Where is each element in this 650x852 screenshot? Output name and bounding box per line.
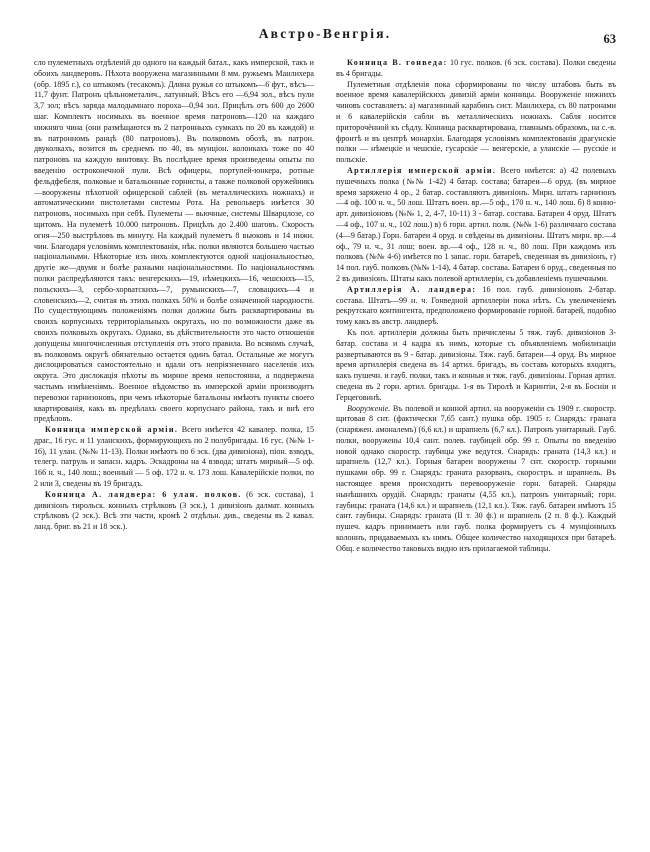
section-conница-honved — [336, 58, 616, 80]
section-heading: Конница В. гонведа: — [347, 58, 448, 67]
section-body: Въ полевой и конной артил. на вооруженіи съ 1909 г. скоростр. щитовая 8 снт. (фактически 7,65 сант.) пушка обр. 1905 г. Снарядъ: граната (снаряжен. амоналемъ) (6,6 кл.) и шрапнель (6,7 кл.). Патронъ унитарный. Гауб. полки, вооружены 10,4 сант. полев. гаубицей обр. 99 г. Опыты по введенію новой однако скоростр. гаубицы уже ведутся. Снарядъ: граната (14,3 кл.) и шрапнель (12,7 кл.). Горныя батареи вооружены 7 снт. скоростр. горными пушками обр. 99 г. Снарядъ: граната разорванъ, скоростръ. и шрапнель. Въ настоящее время происходитъ перевооруженіе горн. батарей. Снаряды нынѣшнихъ орудій. Снарядъ: гранаты (4,55 кл.), патронъ унитарный; горн. гаубицы: граната (14,6 кл.) и шрапнель (12,1 кл.). Тяж. гауб. батареи имѣютъ 15 сант. гаубицы. Снарядъ: граната (II т. 30 ф.) и шрапнель (2 п. 8 ф.). Каждый пушеч. кадръ принимаетъ или гауб. полка формируетъ съ 4 мунцiонныхъ колоннъ, придаваемыхъ къ нимъ. Общее количество находящихся при батареѣ. Общ. е количество таковыхъ видно изъ прилагаемой таблицы. — [336, 403, 616, 553]
section-heading: Артиллерія имперской арміи. — [347, 165, 497, 175]
section-heading: Конница имперской арміи. — [45, 425, 179, 435]
section-body: 10 гус. полков. (6 эск. состава). Полки сведены въ 4 бригады. — [336, 58, 616, 78]
section-artillery-landwehr — [336, 285, 616, 328]
section-heading: Вооруженіе. — [347, 403, 391, 413]
section-heading: Конница А. ландвера: 6 улан. полков. — [45, 489, 242, 499]
paragraph: Пулеметныя отдѣленія пока сформированы по числу штабовъ быть въ военное время кавалерійскихъ дивизій арміи конницы. Вооруженіе нижнихъ чиновъ составляетъ: а) магазинный карабинъ сист. Манлихера, съ 80 патронами и 6 кавалерійскія сабли въ металлическихъ ножнахъ. Сабля носится приторочённой къ сѣдлу. Конница расквартирована, главнымъ образомъ, на с.-в. фронтѣ и въ центрѣ монархіи. Благодаря условіямъ комплектованія драгунскіе полки — нѣмецкіе и чешскіе, гусарскіе — венгерскіе, а уланскіе — русскіе и польскіе. — [336, 79, 616, 165]
section-conница-imperial — [34, 425, 314, 490]
paragraph: сло пулеметныхъ отдѣленій до одного на каждый батал., какъ имперской, такъ и обоихъ ландверовъ. Пѣхота вооружена магазинными 8 мм. ружьемъ Манлихера (обр. 1895 г.), со штыкомъ (тесакомъ). Длина ружья со штыкомъ—6 фут., вѣсъ—11,7 фунт. Патронъ цѣльнометалич., латунный. Вѣсъ его —6,94 зол., вѣсъ пули 3,7 зол; вѣсъ заряда малодымнаго пороха—0,94 зол. Прицѣлъ отъ 600 до 2600 шаг. Комплектъ носимыхъ въ военное время патроновъ—120 на каждаго нижняго чина (они размѣщаются въ 2 патронныхъ сумкахъ по 20 въ каждой) и въ патронномъ ранцѣ (80 патроновъ). Въ полковомъ обозѣ, въ патрон. двуколкахъ, возится въ среднемъ по 40, въ мунціон. колонкахъ тоже по 40 патроновъ на каждую винтовку. Въ послѣднее время произведены опыты по введенію остроконечной пули. Всѣ офицеры, портупей-юнкера, ротные фельдфебеля, полковые и батальонные горнисты, а также полковой оружейникъ—вооружены пѣхотной офицерской саблей (въ металлическихъ ножнахъ) и автоматическими пистолетами системы Рота. На револьверъ имѣется 30 патроновъ, носимыхъ при себѣ. Пулеметы — вьючные, системы Шварцлозе, со щитомъ. На пулеметѣ 10.000 патроновъ. Прицѣлъ до 2.400 шаговъ. Скорость огня—250 выстрѣловъ въ минуту. На каждый пулеметъ 8 вьюковъ и 14 нижн. чин. Благодаря условіямъ комплектованія, нѣк. полки являются большею частью національными. Нѣкоторые изъ нихъ комплектуются одной національностью, другіе же—двумя и болѣе разными національностями. По національностямъ полки распредѣляются такъ: венгерскихъ—19, нѣмецкихъ—16, чешскихъ—15, польскихъ—3, сербо-хорватскихъ—7, румынскихъ—7, словацкихъ—4 и словенскихъ—2, считая въ этихъ полкахъ 50% и болѣе означенной народности. По существующимъ положеніямъ полки должны быть расквартированы въ своихъ корпусныхъ территоріальныхъ округахъ, но по возможности даже въ своихъ полковыхъ округахъ. Однако, въ дѣйствительности это часто отношенія допущены многочисленныя отступленія отъ этого правила. Во всякомъ случаѣ, въ полковомъ округѣ обязательно остается одинъ батал. Остальные же могутъ дислоцироваться самостоятельно и вдали отъ непріязненнаго населенія ихъ округа. Это дислокація пѣхоты въ мирное время непостоянна, а подвержена частымъ измѣненіямъ. Военное вѣдомство въ имперской арміи производитъ перевозки гарнизоновъ, при чемъ нѣкоторые батальоны имѣютъ пункты своего квартированія, какъ въ предѣлахъ своего корпуснаго района, такъ и внѣ его предѣловъ. — [34, 58, 314, 424]
page-title: Австро-Венгрія. — [258, 26, 392, 41]
page-header — [34, 26, 616, 48]
column-left — [34, 58, 314, 533]
section-heading: Артиллерія А. ландвера: — [347, 284, 477, 294]
text-columns — [34, 58, 616, 555]
column-right — [336, 58, 616, 555]
section-body: (6 эск. состава), 1 дивизіонъ тирольск. конныхъ стрѣлковъ (3 эск.), 1 дивизіонъ далмат. конныхъ стрѣлковъ (2 эск.). Всѣ эти части, кромѣ 2 отдѣльн. див., сведены въ 2 кавал. ланд. бриг. въ 21 и 18 эск.). — [34, 489, 314, 532]
section-artillery-imperial — [336, 166, 616, 285]
section-body: Всего имѣется 42 кавалер. полка, 15 драг., 16 гус. и 11 уланскихъ, формирующихъ по 2 полубригады. 16 гус. (№№ 1-16), 11 улан. (№№ 11-13). Полки имѣютъ по 6 эск. (два дивизіона), піон. взводъ, телегр. патруль и запасн. кадръ. Эскадроны на 4 взвода; штатъ мирный—5 оф. 166 н. ч., 140 лош.; военный — 5 оф. 172 н. ч. 173 лош. Кавалерійскіе полки, по 2 или 3, сведены въ 19 бригадъ. — [34, 425, 314, 489]
section-body: Всего имѣется: а) 42 полевыхъ пушечныхъ полка (№№ 1-42) 4 батар. состава; батареи—6 оруд. (въ мирное время заряжено 4 ор., 2 батар. составляютъ дивизіонъ. Мирн. штатъ гарнизонъ—4 оф. 100 н. ч., 50 лош. Штатъ воен. вр.—5 оф., 170 н. ч., 140 лош. б) 8 конно-арт. дивизіоновъ (№№ 1, 2, 4-7, 10-11) 3 - батар. состава. Батареи 4 оруд. Штатъ—4 оф., 107 н. ч., 102 лош.) в) 6 горн. артил. полк. (№№ 1-6) различнаго состава (4—9 батар.) Горн. батареи 4 оруд. и свѣдены въ дивизіоны. Штатъ мирн. вр.—4 оф., 79 н. ч., 31 лош; воен. вр.—4 оф., 128 н. ч., 80 лош. При каждомъ изъ полковъ (№№ 4-6) имѣется по 1 запас. горн. батареѣ, сведенная въ дивизіонъ, г) 14 пол. гауб. полковъ (№№ 1-14), 4 батар. состава. Батареи 6 оруд., сведенныя по 2 въ дивизіонъ. Штаты какъ полевой артиллеріи, съ добавленіемъ пушечными. — [336, 165, 616, 283]
paragraph: Къ пол. артиллеріи должны быть причислены 5 тяж. гауб. дивизіонов 3-батар. состава и 4 кадра къ нимъ, которые съ объявленіемъ мобилизаціи развертываются въ 9 - батар. дивизіоны. Тяж. гауб. батареи—4 оруд. Въ мирное время артиллерія сведена въ 14 артил. бригадъ, въ составъ которыхъ входятъ, какъ пушечн. и гауб. полки, такъ и конныя и тяж. гауб. дивизіоны. Горная артил. сведена въ 2 горн. артил. бригады. 1-я въ Тиролѣ и Каринтіи, 2-я въ Босніи и Герцеговинѣ. — [336, 327, 616, 402]
page-number: 63 — [603, 32, 616, 46]
section-armament — [336, 404, 616, 555]
section-conница-landwehr — [34, 490, 314, 533]
section-body: 16 пол. гауб. дивизіоновъ 2-батар. состава. Штатъ—99 н. ч. Гонведной артиллеріи пока нѣтъ. Съ увеличеніемъ рекрутскаго контингента, предположено формированіе горной. батарей, подобно тому какъ въ австр. ландверѣ. — [336, 284, 616, 327]
